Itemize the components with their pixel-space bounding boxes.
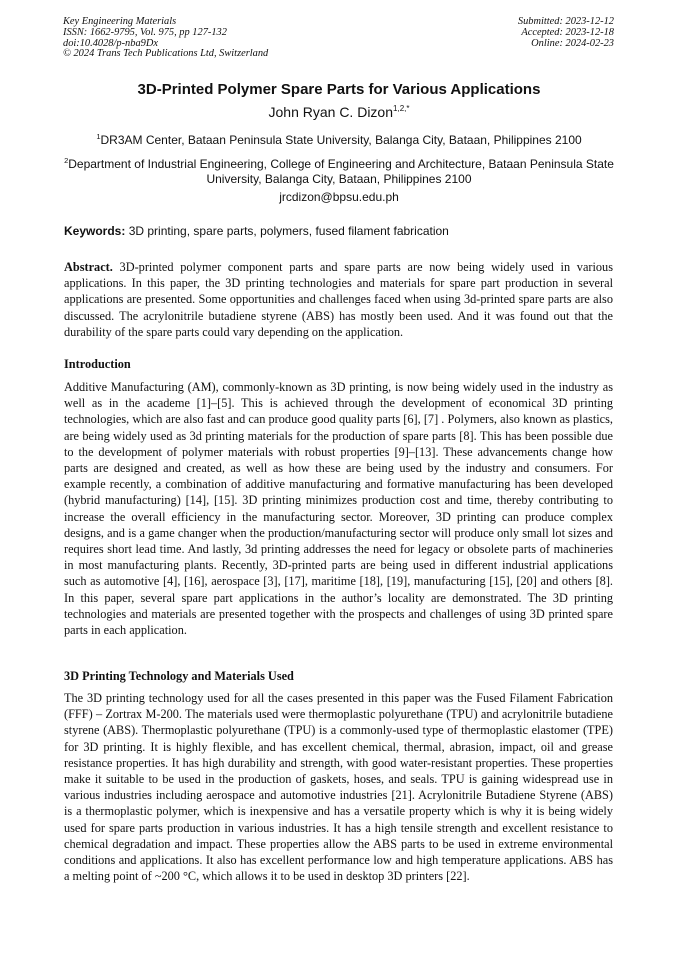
section-heading-technology: 3D Printing Technology and Materials Used [64, 669, 294, 683]
author-name: John Ryan C. Dizon [268, 104, 394, 120]
affiliation-2 [60, 153, 618, 187]
submitted-date: Submitted: 2023-12-12 [517, 16, 614, 27]
journal-header-right [518, 17, 614, 49]
author-email[interactable]: jrcdizon@bpsu.edu.ph [279, 190, 399, 204]
section-heading-introduction: Introduction [64, 357, 131, 371]
accepted-date: Accepted: 2023-12-18 [521, 26, 614, 38]
keywords [64, 224, 449, 238]
abstract [64, 259, 613, 340]
online-date: Online: 2024-02-23 [531, 37, 614, 49]
journal-copyright: © 2024 Trans Tech Publications Ltd, Switzerland [63, 48, 269, 60]
section-body-introduction: Additive Manufacturing (AM), commonly-known as 3D printing, is now being widely used in the industry as well as in the academe [1]–[5]. This is achieved through the development of economical 3D printing technologies, which are also fast and can produce good quality parts [6], [7] . Polymers, also known as plastics, are being widely used as 3d printing materials for the production of spare parts [8]. This has been possible due to the development of polymer materials with robust properties [9]–[13]. These advancements change how parts are designed and created, as well as how these are being used by the industry and consumers. For example recently, a combination of additive manufacturing and formative manufacturing has been developed (hybrid manufacturing) [14], [15]. 3D printing minimizes production cost and time, thereby contributing to increase the overall efficiency in the manufacturing sector. Moreover, 3D printing can produce complex designs, and is a game changer when the production/manufacturing sector will produce only small lot sizes and requires short lead time. And lastly, 3d printing addresses the need for legacy or obsolete parts of machineries in most manufacturing plants. Recently, 3D-printed parts are being used in different industrial applications such as automotive [4], [16], aerospace [3], [17], maritime [18], [19], manufacturing [15], [20] and others [8]. In this paper, several spare part applications in the author’s locality are demonstrated. The 3D printing technologies and materials are presented together with the prospects and challenges of using 3D printed spare parts in each application. [64, 380, 613, 638]
journal-doi: doi:10.4028/p-nba9Dx [63, 37, 158, 49]
abstract-label: Abstract. [64, 260, 113, 274]
affiliation-1-text: DR3AM Center, Bataan Peninsula State University, Balanga City, Bataan, Philippines 2100 [100, 133, 582, 147]
abstract-text: 3D-printed polymer component parts and spare parts are now being widely used in various applications. In this paper, the 3D printing technologies and materials for spare part production in several applications are presented. Some opportunities and challenges faced when using 3d-printed spare parts are also discussed. The acrylonitrile butadiene styrene (ABS) has mostly been used. And it was found out that the durability of the spare parts could vary depending on the application. [64, 260, 613, 339]
journal-name: Key Engineering Materials [63, 16, 177, 27]
keywords-label: Keywords: [64, 224, 126, 238]
author-affiliation-marks: 1,2,* [393, 104, 410, 113]
affiliation-1 [0, 132, 678, 147]
keywords-text: 3D printing, spare parts, polymers, fused filament fabrication [125, 224, 449, 238]
affiliation-2-mark: 2 [64, 156, 69, 165]
paper-title: 3D-Printed Polymer Spare Parts for Various Applications [137, 81, 541, 98]
affiliation-2-text: Department of Industrial Engineering, College of Engineering and Architecture, Bataan Peninsula State University, Balanga City, Bataan, Philippines 2100 [68, 157, 614, 186]
author-line [0, 104, 678, 120]
journal-header-left [63, 17, 268, 60]
journal-issn: ISSN: 1662-9795, Vol. 975, pp 127-132 [63, 26, 227, 38]
section-body-technology: The 3D printing technology used for all the cases presented in this paper was the Fused Filament Fabrication (FFF) – Zortrax M-200. The materials used were thermoplastic polyurethane (TPU) and acrylonitrile butadiene styrene (ABS). Thermoplastic polyurethane (TPU) is a commonly-used type of thermoplastic elastomer (TPE) for 3D printing. It is highly flexible, and has excellent chemical, thermal, abrasion, impact, oil and grease resistance properties. It has high durability and strength, with good water-resistant properties. These properties make it suitable to be used in the production of gaskets, hoses, and seals. TPU is gaining widespread use in various industries including aerospace and automotive industries [21]. Acrylonitrile Butadiene Styrene (ABS) is a thermoplastic polymer, which is inexpensive and has a versatile property which is why it is being widely used for spare parts production in various industries. It has a high tensile strength and excellent resistance to chemical degradation and impact. These properties allow the ABS parts to be used in extreme environmental conditions and applications. It also has excellent performance low and high temperature applications. ABS has a melting point of ~200 °C, which allows it to be used in desktop 3D printers [22]. [64, 691, 613, 884]
affiliation-1-mark: 1 [96, 132, 101, 141]
